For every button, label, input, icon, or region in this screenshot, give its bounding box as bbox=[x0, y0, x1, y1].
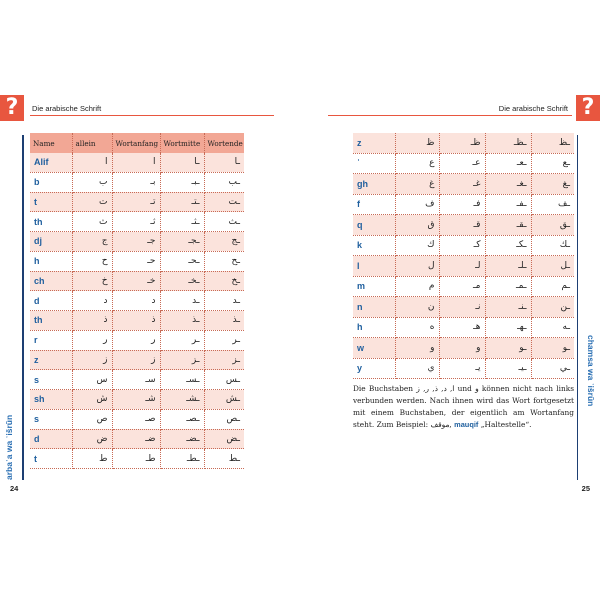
table-row bbox=[30, 271, 244, 291]
form-initial: عـ bbox=[439, 153, 485, 174]
form-medial: ـصـ bbox=[160, 409, 204, 429]
form-medial: ـثـ bbox=[160, 212, 204, 232]
form-initial: حـ bbox=[112, 251, 160, 271]
letter-name: m bbox=[353, 276, 395, 297]
form-initial: ظـ bbox=[439, 133, 485, 153]
form-isolated: ظ bbox=[395, 133, 439, 153]
question-mark-badge bbox=[576, 95, 600, 121]
form-medial: ـطـ bbox=[160, 449, 204, 469]
letter-name: th bbox=[30, 212, 72, 232]
form-final: ـق bbox=[531, 215, 574, 236]
form-final: ـت bbox=[204, 192, 244, 212]
form-final: ـك bbox=[531, 235, 574, 256]
form-medial: ـد bbox=[160, 291, 204, 311]
form-initial: ا bbox=[112, 153, 160, 172]
table-row bbox=[353, 235, 574, 256]
form-medial: ـبـ bbox=[160, 172, 204, 192]
form-final: ـث bbox=[204, 212, 244, 232]
right-page bbox=[300, 0, 600, 600]
table-row bbox=[353, 358, 574, 379]
letter-name: r bbox=[30, 330, 72, 350]
form-final: ـخ bbox=[204, 271, 244, 291]
col-header-name: Name bbox=[30, 133, 72, 153]
form-isolated: د bbox=[72, 291, 112, 311]
letter-name: q bbox=[353, 215, 395, 236]
page-header-title: Die arabische Schrift bbox=[32, 104, 102, 113]
table-row bbox=[353, 297, 574, 318]
page-number: 24 bbox=[10, 484, 19, 493]
form-medial: ـكـ bbox=[485, 235, 531, 256]
form-initial: شـ bbox=[112, 390, 160, 410]
table-row bbox=[353, 256, 574, 277]
form-initial: يـ bbox=[439, 358, 485, 379]
letter-name: gh bbox=[353, 174, 395, 195]
form-final: ـا bbox=[204, 153, 244, 172]
form-medial: ـذ bbox=[160, 311, 204, 331]
table-row bbox=[30, 409, 244, 429]
question-mark-icon: ? bbox=[581, 95, 595, 120]
table-row bbox=[353, 338, 574, 359]
table-row bbox=[30, 251, 244, 271]
form-medial: ـر bbox=[160, 330, 204, 350]
table-row bbox=[353, 215, 574, 236]
form-medial: ـا bbox=[160, 153, 204, 172]
form-isolated: ق bbox=[395, 215, 439, 236]
table-row bbox=[30, 172, 244, 192]
table-row bbox=[30, 192, 244, 212]
form-isolated: ص bbox=[72, 409, 112, 429]
table-row bbox=[30, 311, 244, 331]
table-row bbox=[30, 330, 244, 350]
table-row bbox=[30, 212, 244, 232]
form-final: ـس bbox=[204, 370, 244, 390]
form-initial: كـ bbox=[439, 235, 485, 256]
letter-name: t bbox=[30, 449, 72, 469]
form-isolated: ف bbox=[395, 194, 439, 215]
form-medial: ـغـ bbox=[485, 174, 531, 195]
col-header-wortende: Wortende bbox=[204, 133, 244, 153]
question-mark-badge bbox=[0, 95, 24, 121]
caption-text: Die Buchstaben ا, د, ذ, ر, ز und و können nicht nach links verbunden werden. Nach ihnen wird das Wort fortgesetzt mit einem Buchstaben, der eigentlich am Wortanfang steht. Zum Beispiel: bbox=[353, 384, 574, 429]
form-medial: ـسـ bbox=[160, 370, 204, 390]
letter-name: Alif bbox=[30, 153, 72, 172]
form-medial: ـهـ bbox=[485, 317, 531, 338]
form-final: ـض bbox=[204, 429, 244, 449]
form-medial: ـتـ bbox=[160, 192, 204, 212]
form-final: ـج bbox=[204, 232, 244, 252]
form-medial: ـو bbox=[485, 338, 531, 359]
form-isolated: ن bbox=[395, 297, 439, 318]
form-medial: ـعـ bbox=[485, 153, 531, 174]
form-isolated: ل bbox=[395, 256, 439, 277]
form-isolated: ث bbox=[72, 212, 112, 232]
letter-name: y bbox=[353, 358, 395, 379]
table-row bbox=[30, 449, 244, 469]
table-row bbox=[353, 174, 574, 195]
form-final: ـح bbox=[204, 251, 244, 271]
side-number-label: chamsa wa ʿišrūn bbox=[586, 335, 596, 407]
form-isolated: ض bbox=[72, 429, 112, 449]
page-number: 25 bbox=[581, 484, 590, 493]
form-initial: صـ bbox=[112, 409, 160, 429]
letter-name: n bbox=[353, 297, 395, 318]
form-final: ـذ bbox=[204, 311, 244, 331]
table-row bbox=[30, 390, 244, 410]
form-medial: ـظـ bbox=[485, 133, 531, 153]
form-isolated: غ bbox=[395, 174, 439, 195]
example-arabic-word: موقف bbox=[430, 420, 450, 429]
table-row bbox=[30, 429, 244, 449]
letter-name: k bbox=[353, 235, 395, 256]
form-medial: ـحـ bbox=[160, 251, 204, 271]
form-final: ـغ bbox=[531, 174, 574, 195]
form-final: ـز bbox=[204, 350, 244, 370]
page-header-title: Die arabische Schrift bbox=[498, 104, 568, 113]
letter-name: th bbox=[30, 311, 72, 331]
form-isolated: ا bbox=[72, 153, 112, 172]
letter-name: dj bbox=[30, 232, 72, 252]
letter-name: h bbox=[353, 317, 395, 338]
form-initial: غـ bbox=[439, 174, 485, 195]
col-header-allein: allein bbox=[72, 133, 112, 153]
form-isolated: و bbox=[395, 338, 439, 359]
form-medial: ـيـ bbox=[485, 358, 531, 379]
form-final: ـو bbox=[531, 338, 574, 359]
form-final: ـف bbox=[531, 194, 574, 215]
caption-separator: , bbox=[449, 420, 455, 429]
table-row bbox=[30, 370, 244, 390]
table-row bbox=[353, 276, 574, 297]
header-rule bbox=[30, 115, 274, 116]
form-medial: ـخـ bbox=[160, 271, 204, 291]
form-isolated: ي bbox=[395, 358, 439, 379]
side-number-label: arbaʿa wa ʿišrūn bbox=[4, 414, 14, 480]
table-row bbox=[30, 153, 244, 172]
letter-name: b bbox=[30, 172, 72, 192]
letter-name: w bbox=[353, 338, 395, 359]
form-isolated: ه bbox=[395, 317, 439, 338]
letter-name: h bbox=[30, 251, 72, 271]
form-isolated: ح bbox=[72, 251, 112, 271]
form-initial: ذ bbox=[112, 311, 160, 331]
form-initial: نـ bbox=[439, 297, 485, 318]
question-mark-icon: ? bbox=[5, 95, 19, 120]
letter-name: t bbox=[30, 192, 72, 212]
form-initial: تـ bbox=[112, 192, 160, 212]
form-isolated: ز bbox=[72, 350, 112, 370]
side-rule bbox=[577, 135, 579, 480]
form-final: ـظ bbox=[531, 133, 574, 153]
form-final: ـص bbox=[204, 409, 244, 429]
form-final: ـب bbox=[204, 172, 244, 192]
table-header-row bbox=[30, 133, 244, 153]
col-header-wortmitte: Wortmitte bbox=[160, 133, 204, 153]
form-isolated: ت bbox=[72, 192, 112, 212]
table-row bbox=[30, 232, 244, 252]
form-initial: ز bbox=[112, 350, 160, 370]
col-header-wortanfang: Wortanfang bbox=[112, 133, 160, 153]
form-initial: قـ bbox=[439, 215, 485, 236]
form-medial: ـمـ bbox=[485, 276, 531, 297]
form-final: ـه bbox=[531, 317, 574, 338]
alphabet-table bbox=[353, 133, 574, 379]
form-initial: هـ bbox=[439, 317, 485, 338]
letter-name: d bbox=[30, 291, 72, 311]
form-isolated: ع bbox=[395, 153, 439, 174]
form-medial: ـجـ bbox=[160, 232, 204, 252]
alphabet-table bbox=[30, 133, 244, 469]
form-final: ـر bbox=[204, 330, 244, 350]
caption-text-end: „Haltestelle“. bbox=[478, 420, 532, 429]
form-final: ـن bbox=[531, 297, 574, 318]
form-isolated: ش bbox=[72, 390, 112, 410]
table-row bbox=[353, 133, 574, 153]
form-final: ـد bbox=[204, 291, 244, 311]
form-initial: فـ bbox=[439, 194, 485, 215]
form-isolated: س bbox=[72, 370, 112, 390]
side-rule bbox=[22, 135, 24, 480]
form-initial: جـ bbox=[112, 232, 160, 252]
form-medial: ـلـ bbox=[485, 256, 531, 277]
form-medial: ـقـ bbox=[485, 215, 531, 236]
form-medial: ـضـ bbox=[160, 429, 204, 449]
form-initial: د bbox=[112, 291, 160, 311]
form-isolated: ذ bbox=[72, 311, 112, 331]
example-transliteration: mauqif bbox=[454, 420, 479, 429]
form-final: ـش bbox=[204, 390, 244, 410]
form-initial: و bbox=[439, 338, 485, 359]
form-initial: طـ bbox=[112, 449, 160, 469]
form-final: ـط bbox=[204, 449, 244, 469]
form-initial: ضـ bbox=[112, 429, 160, 449]
table-row bbox=[353, 317, 574, 338]
form-medial: ـنـ bbox=[485, 297, 531, 318]
letter-name: ʿ bbox=[353, 153, 395, 174]
table-row bbox=[30, 350, 244, 370]
form-initial: لـ bbox=[439, 256, 485, 277]
table-row bbox=[353, 153, 574, 174]
letter-name: s bbox=[30, 370, 72, 390]
form-initial: ر bbox=[112, 330, 160, 350]
form-medial: ـشـ bbox=[160, 390, 204, 410]
letter-name: z bbox=[30, 350, 72, 370]
form-medial: ـز bbox=[160, 350, 204, 370]
letter-name: d bbox=[30, 429, 72, 449]
form-isolated: ر bbox=[72, 330, 112, 350]
letter-name: z bbox=[353, 133, 395, 153]
form-isolated: ج bbox=[72, 232, 112, 252]
form-medial: ـفـ bbox=[485, 194, 531, 215]
form-initial: خـ bbox=[112, 271, 160, 291]
form-isolated: ك bbox=[395, 235, 439, 256]
form-initial: ثـ bbox=[112, 212, 160, 232]
form-final: ـع bbox=[531, 153, 574, 174]
letter-name: l bbox=[353, 256, 395, 277]
form-final: ـي bbox=[531, 358, 574, 379]
letter-name: ch bbox=[30, 271, 72, 291]
table-row bbox=[353, 194, 574, 215]
form-isolated: ب bbox=[72, 172, 112, 192]
form-isolated: م bbox=[395, 276, 439, 297]
letter-name: f bbox=[353, 194, 395, 215]
form-isolated: ط bbox=[72, 449, 112, 469]
header-rule bbox=[328, 115, 572, 116]
form-initial: سـ bbox=[112, 370, 160, 390]
form-initial: مـ bbox=[439, 276, 485, 297]
form-final: ـم bbox=[531, 276, 574, 297]
form-final: ـل bbox=[531, 256, 574, 277]
letter-name: sh bbox=[30, 390, 72, 410]
explanation-paragraph bbox=[353, 383, 574, 431]
form-initial: بـ bbox=[112, 172, 160, 192]
table-row bbox=[30, 291, 244, 311]
letter-name: s bbox=[30, 409, 72, 429]
form-isolated: خ bbox=[72, 271, 112, 291]
